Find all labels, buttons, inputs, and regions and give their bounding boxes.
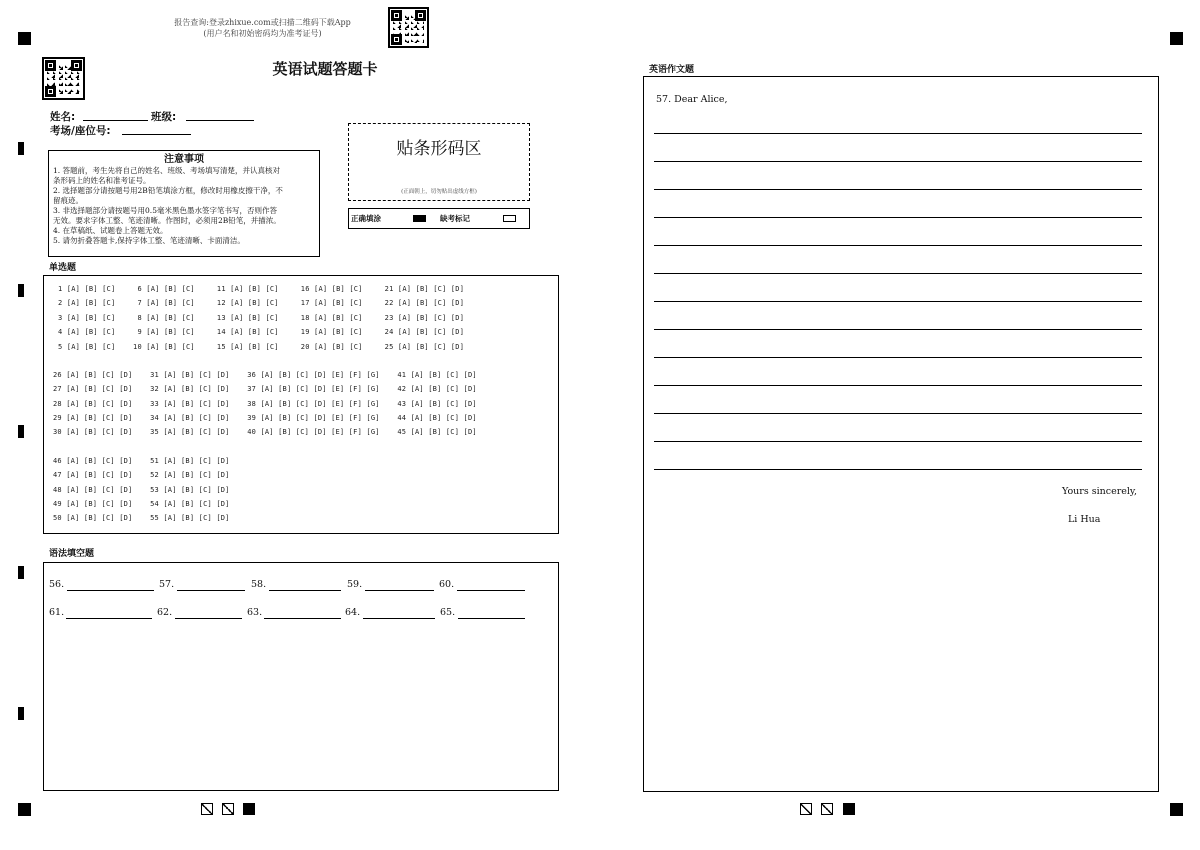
- choice-row[interactable]: 3 [A] [B] [C] 8 [A] [B] [C] 13 [A] [B] [C] 18 [A] [B] [C] 23 [A] [B] [C] [D]: [58, 314, 465, 322]
- writing-signature: Li Hua: [1068, 514, 1101, 525]
- report-query-line2: (用户名和初始密码均为准考证号): [203, 29, 322, 38]
- grammar-number: 63.: [247, 607, 263, 618]
- grammar-number: 62.: [157, 607, 173, 618]
- choice-row[interactable]: 46 [A] [B] [C] [D] 51 [A] [B] [C] [D]: [53, 457, 230, 465]
- barcode-note: (正面朝上，切勿贴出虚线方框): [401, 189, 477, 195]
- grammar-answer-field[interactable]: [363, 618, 435, 619]
- single-choice-label: 单选题: [49, 263, 77, 273]
- writing-line: [654, 161, 1142, 162]
- notice-line: 3. 非选择题部分请按题号用0.5毫米黑色墨水签字笔书写，否则作答: [53, 206, 277, 215]
- notice-title: 注意事项: [164, 154, 204, 165]
- notice-line: 1. 答题前，考生先将自己的姓名、班级、考场填写清楚，并认真核对: [53, 166, 281, 175]
- timing-mark: [18, 566, 24, 579]
- grammar-answer-field[interactable]: [66, 618, 152, 619]
- notice-line: 留痕迹。: [53, 196, 83, 205]
- class-label: 班级:: [151, 111, 177, 123]
- page-tally-mark-filled: [243, 803, 255, 815]
- notice-line: 无效。要求字体工整、笔迹清晰。作图时，必须用2B铅笔，并描浓。: [53, 216, 281, 225]
- writing-line: [654, 245, 1142, 246]
- class-field[interactable]: [186, 120, 254, 121]
- choice-row[interactable]: 47 [A] [B] [C] [D] 52 [A] [B] [C] [D]: [53, 471, 230, 479]
- notice-box: [48, 150, 320, 257]
- choice-row[interactable]: 27 [A] [B] [C] [D] 32 [A] [B] [C] [D] 37 [A] [B] [C] [D] [E] [F] [G] 42 [A] [B] [C] [D]: [53, 385, 477, 393]
- notice-line: 5. 请勿折叠答题卡,保持字体工整、笔迹清晰、卡面清洁。: [53, 236, 245, 245]
- writing-line: [654, 329, 1142, 330]
- grammar-number: 57.: [159, 579, 175, 590]
- grammar-number: 60.: [439, 579, 455, 590]
- choice-row[interactable]: 2 [A] [B] [C] 7 [A] [B] [C] 12 [A] [B] [C] 17 [A] [B] [C] 22 [A] [B] [C] [D]: [58, 299, 465, 307]
- grammar-answer-field[interactable]: [177, 590, 245, 591]
- writing-line: [654, 217, 1142, 218]
- grammar-answer-field[interactable]: [457, 590, 525, 591]
- report-query-note: [160, 17, 365, 39]
- page-tally-mark: [821, 803, 833, 815]
- name-field[interactable]: [83, 120, 148, 121]
- barcode-area: [348, 123, 530, 201]
- writing-closing: Yours sincerely,: [1062, 486, 1138, 497]
- corner-mark-bottom-right: [1170, 803, 1183, 816]
- writing-greeting: 57. Dear Alice,: [656, 94, 728, 105]
- choice-row[interactable]: 5 [A] [B] [C] 10 [A] [B] [C] 15 [A] [B] [C] 20 [A] [B] [C] 25 [A] [B] [C] [D]: [58, 343, 465, 351]
- barcode-title: 贴条形码区: [396, 139, 482, 159]
- choice-row[interactable]: 4 [A] [B] [C] 9 [A] [B] [C] 14 [A] [B] [C] 19 [A] [B] [C] 24 [A] [B] [C] [D]: [58, 328, 465, 336]
- timing-mark: [18, 707, 24, 720]
- choice-row[interactable]: 1 [A] [B] [C] 6 [A] [B] [C] 11 [A] [B] [C] 16 [A] [B] [C] 21 [A] [B] [C] [D]: [58, 285, 465, 293]
- grammar-number: 58.: [251, 579, 267, 590]
- writing-line: [654, 133, 1142, 134]
- timing-mark: [18, 142, 24, 155]
- timing-mark: [18, 284, 24, 297]
- notice-line: 2. 选择题部分请按题号用2B铅笔填涂方框，修改时用橡皮擦干净，不: [53, 186, 283, 195]
- page-tally-mark: [201, 803, 213, 815]
- absent-mark-box[interactable]: [503, 215, 516, 222]
- grammar-number: 65.: [440, 607, 456, 618]
- correct-fill-label: 正确填涂: [351, 214, 381, 223]
- grammar-number: 64.: [345, 607, 361, 618]
- absent-mark-label: 缺考标记: [440, 214, 470, 223]
- writing-line: [654, 385, 1142, 386]
- grammar-number: 59.: [347, 579, 363, 590]
- fill-legend: [348, 208, 530, 229]
- correct-fill-sample: [413, 215, 426, 222]
- choice-row[interactable]: 49 [A] [B] [C] [D] 54 [A] [B] [C] [D]: [53, 500, 230, 508]
- notice-line: 条形码上的姓名和准考证号。: [53, 176, 151, 185]
- page-tally-mark: [222, 803, 234, 815]
- grammar-number: 56.: [49, 579, 65, 590]
- writing-line: [654, 469, 1142, 470]
- grammar-answer-field[interactable]: [175, 618, 242, 619]
- notice-line: 4. 在草稿纸、试题卷上答题无效。: [53, 226, 168, 235]
- grammar-number: 61.: [49, 607, 65, 618]
- writing-line: [654, 189, 1142, 190]
- name-label: 姓名:: [50, 111, 76, 123]
- choice-row[interactable]: 48 [A] [B] [C] [D] 53 [A] [B] [C] [D]: [53, 486, 230, 494]
- choice-row[interactable]: 26 [A] [B] [C] [D] 31 [A] [B] [C] [D] 36 [A] [B] [C] [D] [E] [F] [G] 41 [A] [B] [C] [D]: [53, 371, 477, 379]
- page-tally-mark-filled: [843, 803, 855, 815]
- card-qr-code: [42, 57, 85, 100]
- page-tally-mark: [800, 803, 812, 815]
- choice-row[interactable]: 28 [A] [B] [C] [D] 33 [A] [B] [C] [D] 38 [A] [B] [C] [D] [E] [F] [G] 43 [A] [B] [C] [D]: [53, 400, 477, 408]
- writing-line: [654, 273, 1142, 274]
- corner-mark-bottom-left: [18, 803, 31, 816]
- writing-label: 英语作文题: [649, 65, 695, 75]
- room-seat-field[interactable]: [122, 134, 191, 135]
- corner-mark-top-right: [1170, 32, 1183, 45]
- page-title: 英语试题答题卡: [272, 60, 378, 78]
- writing-line: [654, 301, 1142, 302]
- grammar-answer-field[interactable]: [264, 618, 341, 619]
- writing-line: [654, 413, 1142, 414]
- timing-mark: [18, 425, 24, 438]
- corner-mark-top-left: [18, 32, 31, 45]
- writing-box[interactable]: [643, 76, 1159, 792]
- room-seat-label: 考场/座位号:: [50, 125, 111, 137]
- choice-row[interactable]: 50 [A] [B] [C] [D] 55 [A] [B] [C] [D]: [53, 514, 230, 522]
- writing-line: [654, 357, 1142, 358]
- grammar-answer-field[interactable]: [67, 590, 154, 591]
- report-query-line1: 报告查询:登录zhixue.com或扫描二维码下载App: [174, 18, 351, 27]
- choice-row[interactable]: 30 [A] [B] [C] [D] 35 [A] [B] [C] [D] 40 [A] [B] [C] [D] [E] [F] [G] 45 [A] [B] [C] [D]: [53, 428, 477, 436]
- choice-row[interactable]: 29 [A] [B] [C] [D] 34 [A] [B] [C] [D] 39 [A] [B] [C] [D] [E] [F] [G] 44 [A] [B] [C] [D]: [53, 414, 477, 422]
- grammar-answer-field[interactable]: [458, 618, 525, 619]
- grammar-fill-box: [43, 562, 559, 791]
- writing-line: [654, 441, 1142, 442]
- grammar-fill-label: 语法填空题: [49, 549, 95, 559]
- grammar-answer-field[interactable]: [365, 590, 434, 591]
- report-qr-code[interactable]: [388, 7, 429, 48]
- grammar-answer-field[interactable]: [269, 590, 341, 591]
